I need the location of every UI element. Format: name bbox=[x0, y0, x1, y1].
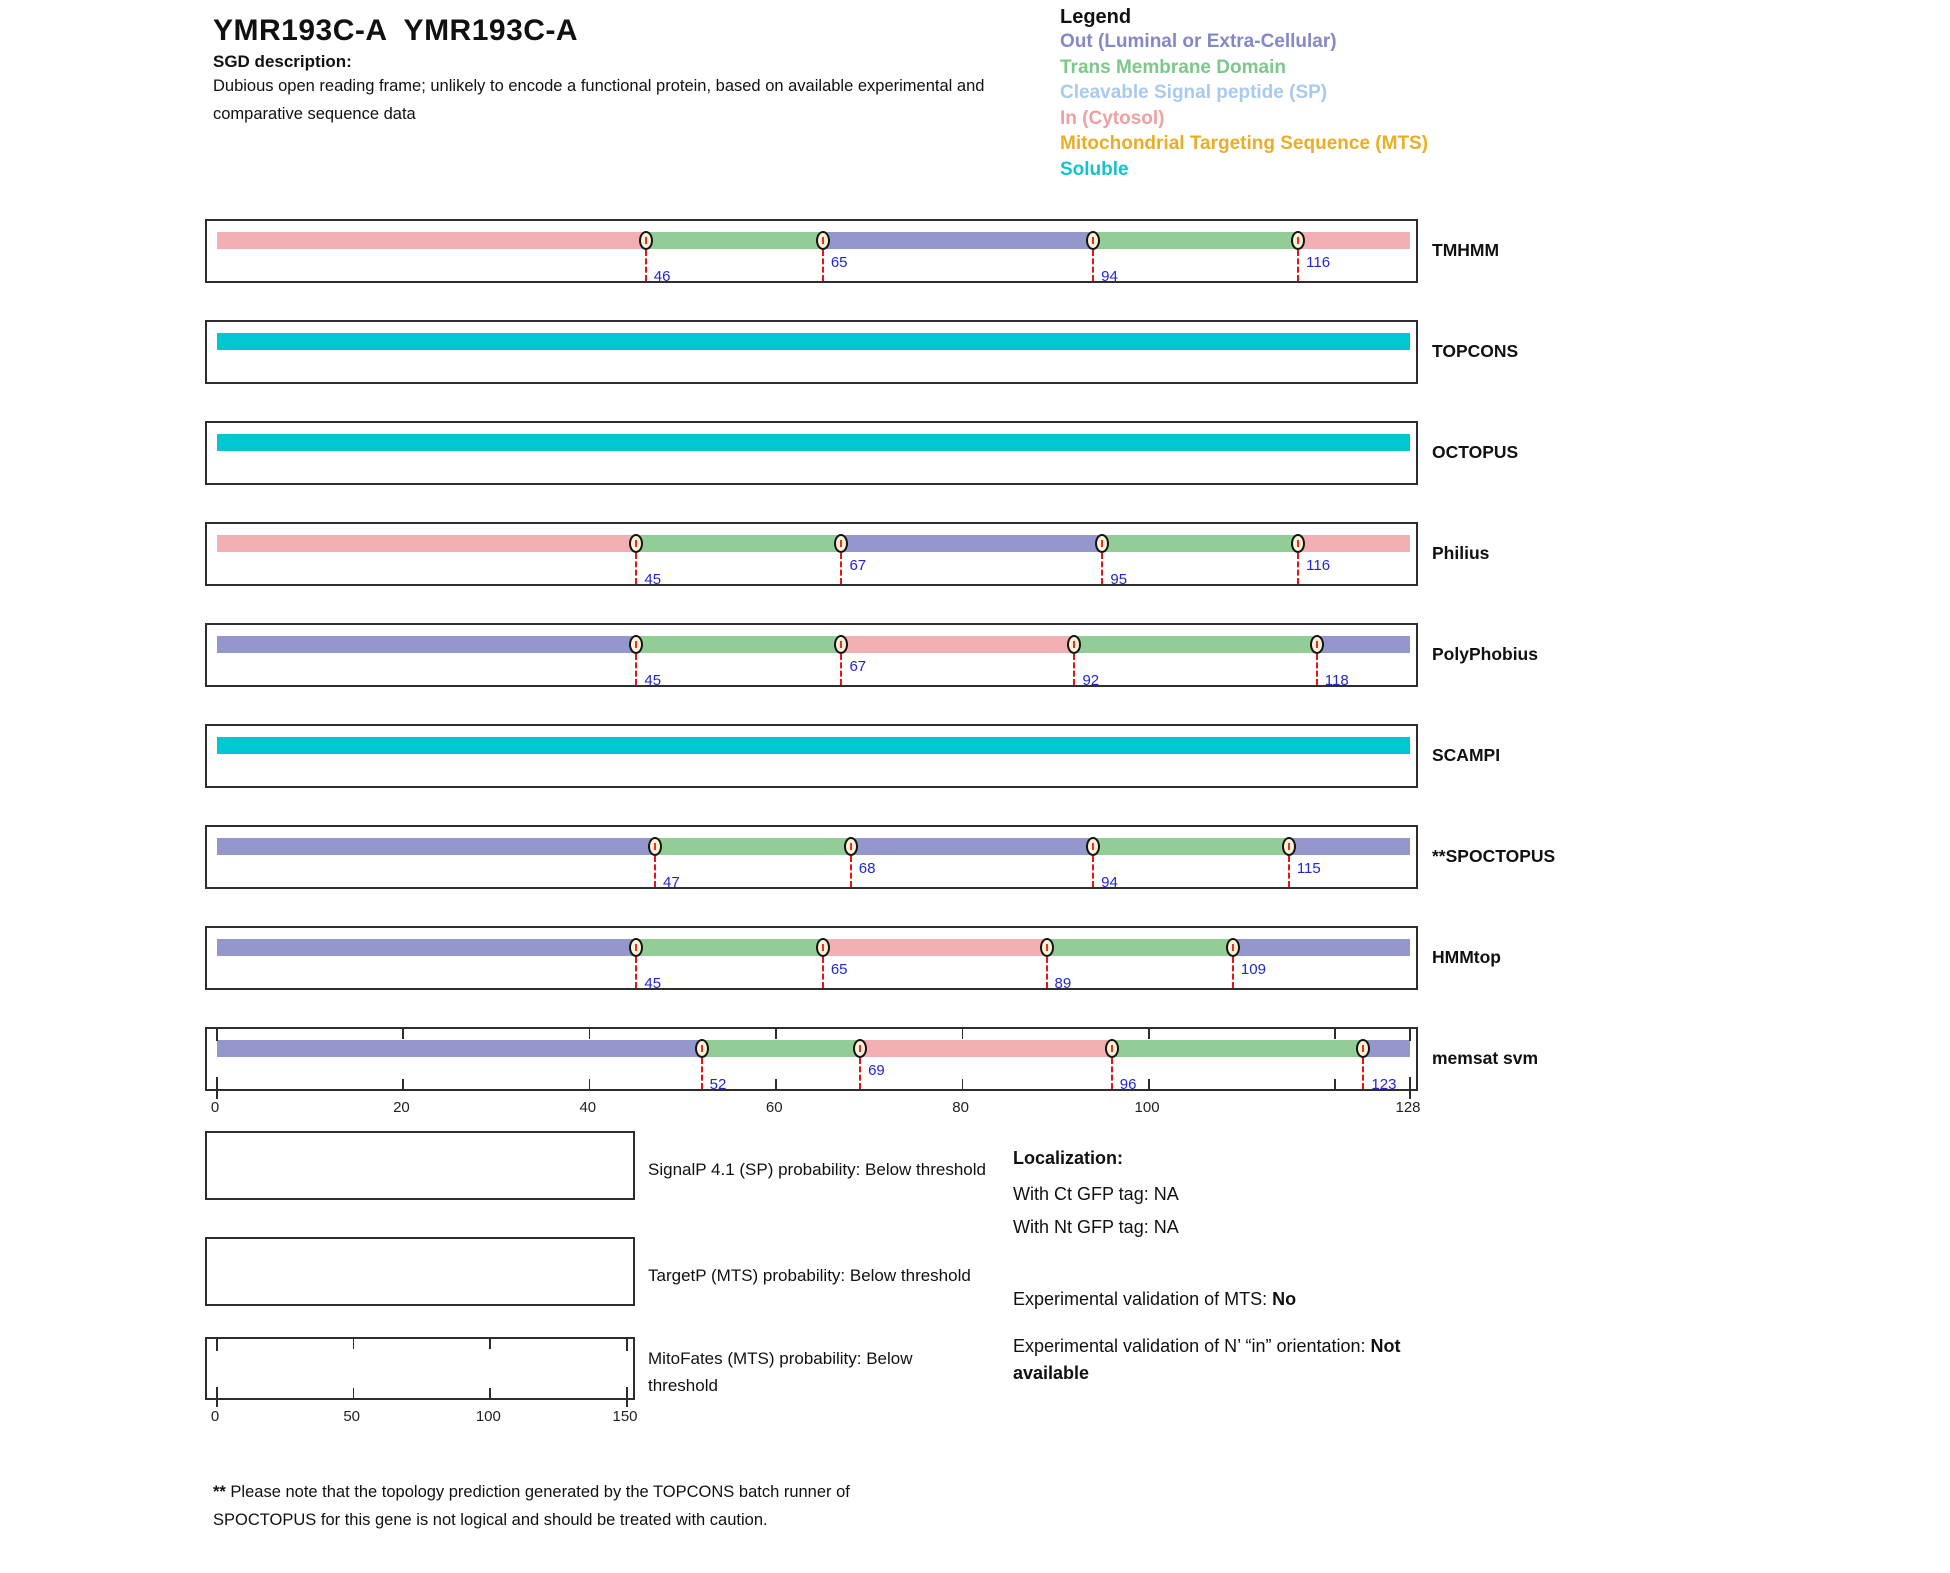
bar-segment-tm bbox=[1093, 838, 1289, 855]
sgd-description-text: Dubious open reading frame; unlikely to encode a functional protein, based on available experimental and comparative sequence data bbox=[213, 77, 985, 123]
bar-segment-out bbox=[823, 232, 1093, 249]
panel-ruler-tick bbox=[489, 1388, 491, 1398]
boundary-dash bbox=[1288, 856, 1290, 887]
legend bbox=[1060, 6, 1428, 182]
boundary-marker bbox=[816, 231, 830, 250]
boundary-number: 68 bbox=[858, 860, 876, 877]
ruler-tick bbox=[216, 1029, 218, 1041]
boundary-dash bbox=[701, 1058, 703, 1089]
boundary-marker-dot bbox=[1288, 843, 1290, 850]
legend-items bbox=[1060, 29, 1428, 182]
boundary-number: 92 bbox=[1082, 672, 1100, 689]
bar-segment-in bbox=[841, 636, 1074, 653]
boundary-number: 67 bbox=[849, 557, 867, 574]
track-box bbox=[205, 219, 1418, 283]
ruler-tick bbox=[1409, 1029, 1411, 1041]
boundary-number: 67 bbox=[849, 658, 867, 675]
mts-label: Experimental validation of MTS: bbox=[1013, 1289, 1273, 1309]
boundary-marker-dot bbox=[1111, 1045, 1113, 1052]
track-name: Philius bbox=[1432, 543, 1490, 563]
boundary-number: 45 bbox=[644, 672, 662, 689]
boundary-number: 65 bbox=[830, 961, 848, 978]
x-axis-label: 40 bbox=[579, 1099, 597, 1116]
boundary-number: 47 bbox=[663, 874, 680, 891]
legend-item: Cleavable Signal peptide (SP) bbox=[1060, 82, 1328, 103]
track-box bbox=[205, 421, 1418, 485]
boundary-marker bbox=[1086, 231, 1100, 250]
probability-panel bbox=[205, 1237, 635, 1306]
localization-nt-line: With Nt GFP tag: NA bbox=[1013, 1217, 1179, 1237]
boundary-dash bbox=[850, 856, 852, 887]
mitofates-axis-label: 50 bbox=[343, 1408, 360, 1425]
boundary-marker-dot bbox=[635, 641, 637, 648]
bar-segment-in bbox=[1298, 535, 1410, 552]
footnote bbox=[213, 1478, 873, 1534]
bar-segment-soluble bbox=[217, 333, 1410, 350]
x-axis-label: 80 bbox=[952, 1099, 969, 1116]
bar-segment-in bbox=[860, 1040, 1112, 1057]
bar-segment-soluble bbox=[217, 737, 1410, 754]
bar-segment-out bbox=[217, 939, 636, 956]
boundary-marker-dot bbox=[822, 237, 824, 244]
boundary-marker bbox=[816, 938, 830, 957]
boundary-dash bbox=[1092, 856, 1094, 887]
bar-segment-in bbox=[217, 535, 636, 552]
localization-title: Localization: bbox=[1013, 1148, 1124, 1168]
legend-item: Out (Luminal or Extra-Cellular) bbox=[1060, 31, 1337, 52]
track-box bbox=[205, 724, 1418, 788]
boundary-number: 89 bbox=[1054, 975, 1072, 992]
bar-segment-soluble bbox=[217, 434, 1410, 451]
boundary-dash bbox=[645, 250, 647, 281]
boundary-marker-dot bbox=[1092, 843, 1094, 850]
track-name: memsat svm bbox=[1432, 1048, 1539, 1068]
boundary-marker bbox=[1086, 837, 1100, 856]
bar-segment-tm bbox=[1047, 939, 1233, 956]
track-box bbox=[205, 926, 1418, 990]
boundary-marker-dot bbox=[1046, 944, 1048, 951]
boundary-number: 95 bbox=[1110, 571, 1128, 588]
boundary-dash bbox=[859, 1058, 861, 1089]
track-name: **SPOCTOPUS bbox=[1432, 846, 1556, 866]
bar-segment-out bbox=[851, 838, 1093, 855]
footnote-asterisks: ** bbox=[213, 1483, 226, 1501]
boundary-dash bbox=[654, 856, 656, 887]
boundary-marker bbox=[1040, 938, 1054, 957]
boundary-marker-dot bbox=[635, 540, 637, 547]
panel-ruler-tick bbox=[626, 1339, 628, 1351]
x-axis-label: 128 bbox=[1395, 1099, 1421, 1116]
boundary-number: 115 bbox=[1296, 860, 1321, 877]
probability-panel bbox=[205, 1337, 635, 1400]
boundary-dash bbox=[840, 553, 842, 584]
ruler-tick bbox=[775, 1029, 777, 1039]
bar-segment-out bbox=[1289, 838, 1410, 855]
boundary-number: 94 bbox=[1101, 268, 1118, 285]
boundary-number: 65 bbox=[830, 254, 848, 271]
boundary-dash bbox=[1362, 1058, 1364, 1089]
localization-orientation-line bbox=[1013, 1333, 1458, 1387]
ruler-tick bbox=[962, 1029, 964, 1039]
boundary-number: 118 bbox=[1324, 672, 1349, 689]
boundary-dash bbox=[1073, 654, 1075, 685]
ruler-tick bbox=[775, 1079, 777, 1089]
boundary-marker bbox=[853, 1039, 867, 1058]
boundary-marker bbox=[639, 231, 653, 250]
track-box bbox=[205, 1027, 1418, 1091]
boundary-marker-dot bbox=[1297, 237, 1299, 244]
boundary-marker bbox=[844, 837, 858, 856]
bar-segment-tm bbox=[1102, 535, 1298, 552]
boundary-dash bbox=[1297, 250, 1299, 281]
panel-ruler-tick bbox=[489, 1339, 491, 1349]
ruler-tick bbox=[402, 1079, 404, 1089]
localization-panel bbox=[1013, 1146, 1473, 1387]
x-axis-label: 0 bbox=[210, 1099, 220, 1116]
boundary-marker-dot bbox=[840, 641, 842, 648]
boundary-number: 52 bbox=[709, 1076, 727, 1093]
bar-segment-tm bbox=[655, 838, 851, 855]
legend-item: Soluble bbox=[1060, 158, 1129, 180]
boundary-marker bbox=[1105, 1039, 1119, 1058]
probability-panel bbox=[205, 1131, 635, 1200]
boundary-dash bbox=[1046, 957, 1048, 988]
localization-ct-line: With Ct GFP tag: NA bbox=[1013, 1184, 1179, 1204]
ruler-tick bbox=[589, 1079, 591, 1089]
track-box bbox=[205, 522, 1418, 586]
legend-item: In (Cytosol) bbox=[1060, 107, 1165, 129]
boundary-marker-dot bbox=[635, 944, 637, 951]
orientation-label: Experimental validation of N’ “in” orientation: bbox=[1013, 1336, 1371, 1356]
boundary-dash bbox=[1111, 1058, 1113, 1089]
legend-item: Trans Membrane Domain bbox=[1060, 56, 1286, 78]
mts-value: No bbox=[1272, 1289, 1297, 1309]
ruler-tick bbox=[216, 1077, 218, 1099]
boundary-dash bbox=[635, 654, 637, 685]
boundary-marker-dot bbox=[850, 843, 852, 850]
boundary-dash bbox=[635, 957, 637, 988]
x-axis-label: 60 bbox=[765, 1099, 783, 1116]
boundary-marker-dot bbox=[859, 1045, 861, 1052]
bar-segment-out bbox=[1317, 636, 1410, 653]
legend-title: Legend bbox=[1060, 6, 1132, 28]
mitofates-axis-label: 150 bbox=[612, 1408, 638, 1425]
track-name: SCAMPI bbox=[1432, 745, 1501, 765]
bar-segment-tm bbox=[702, 1040, 860, 1057]
boundary-marker bbox=[1226, 938, 1240, 957]
boundary-marker-dot bbox=[701, 1045, 703, 1052]
boundary-marker bbox=[648, 837, 662, 856]
boundary-marker-dot bbox=[1316, 641, 1318, 648]
boundary-dash bbox=[1232, 957, 1234, 988]
track-name: TOPCONS bbox=[1432, 341, 1519, 361]
bar-segment-out bbox=[217, 636, 636, 653]
track-name: TMHMM bbox=[1432, 240, 1500, 260]
bar-segment-out bbox=[217, 1040, 702, 1057]
bar-segment-in bbox=[217, 232, 646, 249]
localization-mts-line bbox=[1013, 1287, 1473, 1311]
ruler-tick bbox=[589, 1029, 591, 1039]
ruler-tick bbox=[1334, 1029, 1336, 1039]
boundary-dash bbox=[840, 654, 842, 685]
footnote-text: Please note that the topology prediction generated by the TOPCONS batch runner of SPOCTOPUS for this gene is not logical and should be treated with caution. bbox=[213, 1483, 850, 1529]
ruler-tick bbox=[1409, 1077, 1411, 1099]
bar-segment-out bbox=[1363, 1040, 1410, 1057]
x-axis-label: 20 bbox=[393, 1099, 410, 1116]
track-box bbox=[205, 320, 1418, 384]
boundary-number: 96 bbox=[1119, 1076, 1137, 1093]
boundary-number: 94 bbox=[1101, 874, 1118, 891]
boundary-dash bbox=[822, 957, 824, 988]
boundary-number: 116 bbox=[1306, 254, 1331, 271]
probability-panel-label: SignalP 4.1 (SP) probability: Below threshold bbox=[648, 1160, 986, 1179]
ruler-tick bbox=[402, 1029, 404, 1039]
boundary-marker-dot bbox=[1362, 1045, 1364, 1052]
boundary-marker bbox=[695, 1039, 709, 1058]
boundary-number: 109 bbox=[1240, 961, 1266, 978]
panel-ruler-tick bbox=[216, 1339, 218, 1351]
track-box bbox=[205, 623, 1418, 687]
sgd-description-label: SGD description: bbox=[213, 52, 352, 71]
boundary-dash bbox=[1101, 553, 1103, 584]
x-axis-label: 100 bbox=[1134, 1099, 1160, 1116]
track-box bbox=[205, 825, 1418, 889]
bar-segment-out bbox=[217, 838, 655, 855]
boundary-marker-dot bbox=[654, 843, 656, 850]
boundary-dash bbox=[635, 553, 637, 584]
boundary-number: 116 bbox=[1306, 557, 1331, 574]
panel-ruler-tick bbox=[216, 1387, 218, 1407]
track-name: HMMtop bbox=[1432, 947, 1502, 967]
boundary-dash bbox=[1316, 654, 1318, 685]
bar-segment-tm bbox=[636, 636, 841, 653]
ruler-tick bbox=[1148, 1079, 1150, 1089]
bar-segment-tm bbox=[636, 535, 841, 552]
boundary-dash bbox=[822, 250, 824, 281]
boundary-marker bbox=[1310, 635, 1324, 654]
track-name: OCTOPUS bbox=[1432, 442, 1519, 462]
boundary-number: 45 bbox=[644, 571, 662, 588]
panel-ruler-tick bbox=[626, 1387, 628, 1407]
boundary-marker-dot bbox=[1101, 540, 1103, 547]
probability-panel-label: TargetP (MTS) probability: Below threshold bbox=[648, 1266, 971, 1285]
boundary-marker-dot bbox=[840, 540, 842, 547]
boundary-marker-dot bbox=[1073, 641, 1075, 648]
track-name: PolyPhobius bbox=[1432, 644, 1538, 664]
boundary-dash bbox=[1297, 553, 1299, 584]
boundary-marker-dot bbox=[1092, 237, 1094, 244]
panel-ruler-tick bbox=[353, 1339, 355, 1349]
bar-segment-tm bbox=[1074, 636, 1316, 653]
panel-ruler-tick bbox=[353, 1388, 355, 1398]
bar-segment-in bbox=[823, 939, 1047, 956]
bar-segment-out bbox=[1233, 939, 1410, 956]
boundary-marker bbox=[1282, 837, 1296, 856]
bar-segment-tm bbox=[1112, 1040, 1364, 1057]
bar-segment-tm bbox=[636, 939, 822, 956]
legend-item: Mitochondrial Targeting Sequence (MTS) bbox=[1060, 133, 1429, 154]
probability-panel-label: MitoFates (MTS) probability: Below threshold bbox=[648, 1349, 913, 1395]
boundary-dash bbox=[1092, 250, 1094, 281]
mitofates-axis-label: 100 bbox=[475, 1408, 501, 1425]
orientation-value: Not available bbox=[1013, 1336, 1401, 1383]
boundary-number: 46 bbox=[653, 268, 671, 285]
ruler-tick bbox=[1334, 1079, 1336, 1089]
boundary-marker-dot bbox=[822, 944, 824, 951]
boundary-marker-dot bbox=[1297, 540, 1299, 547]
boundary-number: 69 bbox=[868, 1062, 885, 1079]
boundary-number: 123 bbox=[1371, 1076, 1397, 1093]
ruler-tick bbox=[962, 1079, 964, 1089]
bar-segment-out bbox=[841, 535, 1102, 552]
page-title: YMR193C-A YMR193C-A bbox=[213, 14, 579, 47]
bar-segment-in bbox=[1298, 232, 1410, 249]
ruler-tick bbox=[1148, 1029, 1150, 1039]
boundary-number: 45 bbox=[644, 975, 662, 992]
bar-segment-tm bbox=[1093, 232, 1298, 249]
mitofates-axis-label: 0 bbox=[210, 1408, 220, 1425]
bar-segment-tm bbox=[646, 232, 823, 249]
boundary-marker-dot bbox=[1232, 944, 1234, 951]
boundary-marker-dot bbox=[645, 237, 647, 244]
